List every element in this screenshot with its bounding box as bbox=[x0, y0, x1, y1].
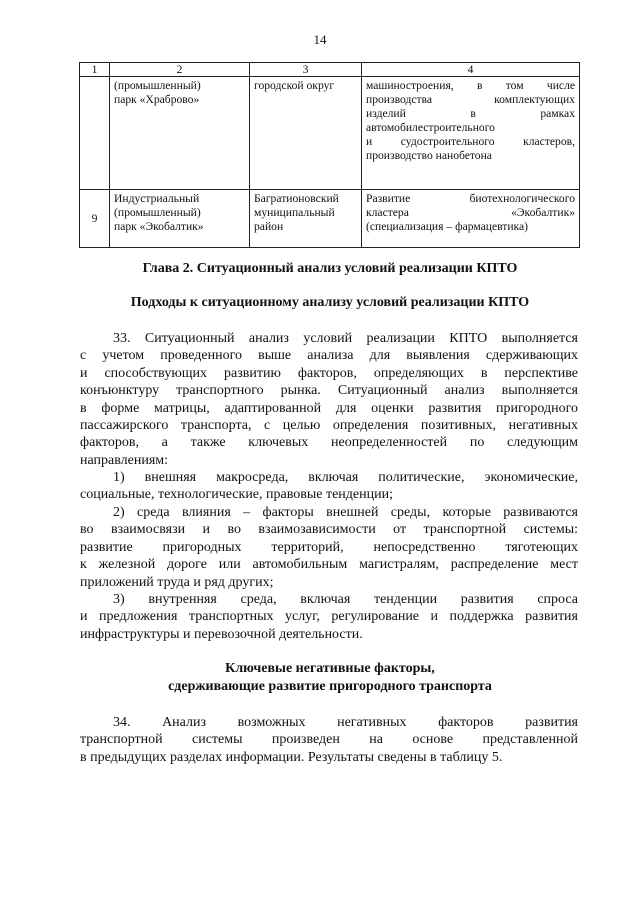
table-row bbox=[80, 190, 580, 248]
park-name-cell bbox=[110, 190, 250, 248]
text-line: в предыдущих разделах информации. Результаты сведены в таблицу 5. bbox=[80, 749, 503, 765]
table-header-row bbox=[80, 63, 580, 77]
text-line: и способствующих развитию факторов, определяющих в перспективе bbox=[80, 365, 578, 381]
cell-line: автомобилестроительного bbox=[366, 121, 495, 134]
cell-line: изделий в рамках bbox=[366, 107, 575, 120]
cell-line: (специализация – фармацевтика) bbox=[366, 220, 529, 233]
chapter-heading: Глава 2. Ситуационный анализ условий реализации КПТО bbox=[142, 261, 518, 276]
table-header-cell: 1 bbox=[80, 63, 110, 77]
table-row bbox=[80, 77, 580, 190]
text-line: 33. Ситуационный анализ условий реализации КПТО выполняется bbox=[113, 331, 578, 346]
text-line: пассажирского транспорта, с целью определения позитивных, негативных bbox=[80, 418, 578, 434]
text-line: развитие пригородных территорий, непосредственно тяготеющих bbox=[80, 539, 578, 555]
heading-line: Ключевые негативные факторы, bbox=[225, 661, 435, 676]
list-item-1 bbox=[80, 469, 578, 504]
park-name-cell bbox=[110, 77, 250, 190]
text-line: социальные, технологические, правовые тенденции; bbox=[80, 487, 393, 503]
cell-line: муниципальный bbox=[254, 206, 335, 219]
cell-line: Развитие биотехнологического bbox=[366, 192, 575, 205]
table-header-cell: 3 bbox=[250, 63, 362, 77]
text-line: факторов, а также ключевых неопределенностей по следующим bbox=[80, 435, 578, 451]
list-item-3 bbox=[80, 591, 578, 643]
text-line: 1) внешняя макросреда, включая политические, экономические, bbox=[113, 470, 578, 485]
paragraph-33 bbox=[80, 330, 578, 469]
heading-line: сдерживающие развитие пригородного транспорта bbox=[168, 679, 492, 694]
text-line: 3) внутренняя среда, включая тенденции развития спроса bbox=[113, 592, 578, 607]
text-line: к железной дороге или автомобильным магистралям, распределение мест bbox=[80, 557, 578, 573]
text-line: с учетом проведенного выше анализа для выявления сдерживающих bbox=[80, 348, 578, 364]
page-number: 14 bbox=[313, 32, 327, 47]
district-cell bbox=[250, 190, 362, 248]
cell-line: кластера «Экобалтик» bbox=[366, 206, 575, 219]
row-number bbox=[80, 77, 110, 190]
district-cell bbox=[250, 77, 362, 190]
cell-line: парк «Экобалтик» bbox=[114, 220, 204, 233]
text-line: направлениям: bbox=[80, 452, 169, 468]
cell-line: Багратионовский bbox=[254, 192, 339, 205]
text-line: транспортной системы произведен на основе представленной bbox=[80, 732, 578, 748]
cell-line: парк «Храброво» bbox=[114, 93, 200, 106]
text-line: приложений труда и ряд других; bbox=[80, 574, 274, 590]
text-line: 34. Анализ возможных негативных факторов развития bbox=[113, 715, 578, 730]
cell-line: производство нанобетона bbox=[366, 149, 492, 162]
section-heading: Подходы к ситуационному анализу условий реализации КПТО bbox=[130, 295, 530, 310]
cell-line: Индустриальный bbox=[114, 192, 200, 205]
cell-line: городской округ bbox=[254, 79, 335, 92]
industrial-parks-table bbox=[79, 62, 580, 248]
text-line: инфраструктуры и перевозочной деятельности. bbox=[80, 626, 363, 642]
cell-line: и судостроительного кластеров, bbox=[366, 135, 575, 148]
cell-line: район bbox=[254, 220, 284, 233]
paragraph-34 bbox=[80, 714, 578, 766]
text-line: 2) среда влияния – факторы внешней среды, которые развиваются bbox=[113, 505, 578, 520]
cell-line: производства комплектующих bbox=[366, 93, 575, 106]
row-number: 9 bbox=[80, 190, 110, 248]
list-item-2 bbox=[80, 504, 578, 591]
cell-line: (промышленный) bbox=[114, 79, 201, 92]
cell-line: машиностроения, в том числе bbox=[366, 79, 575, 92]
cell-line: (промышленный) bbox=[114, 206, 201, 219]
specialization-cell bbox=[362, 77, 580, 190]
text-line: во взаимосвязи и во взаимозависимости от транспортной системы: bbox=[80, 522, 578, 538]
negative-factors-heading bbox=[80, 660, 580, 696]
table-header-cell: 2 bbox=[110, 63, 250, 77]
text-line: и предложения транспортных услуг, регулирование и поддержка развития bbox=[80, 609, 578, 625]
specialization-cell bbox=[362, 190, 580, 248]
table-header-cell: 4 bbox=[362, 63, 580, 77]
text-line: в форме матрицы, адаптированной для оценки развития пригородного bbox=[80, 400, 578, 416]
text-line: конъюнктуру транспортного рынка. Ситуационный анализ выполняется bbox=[80, 383, 578, 399]
